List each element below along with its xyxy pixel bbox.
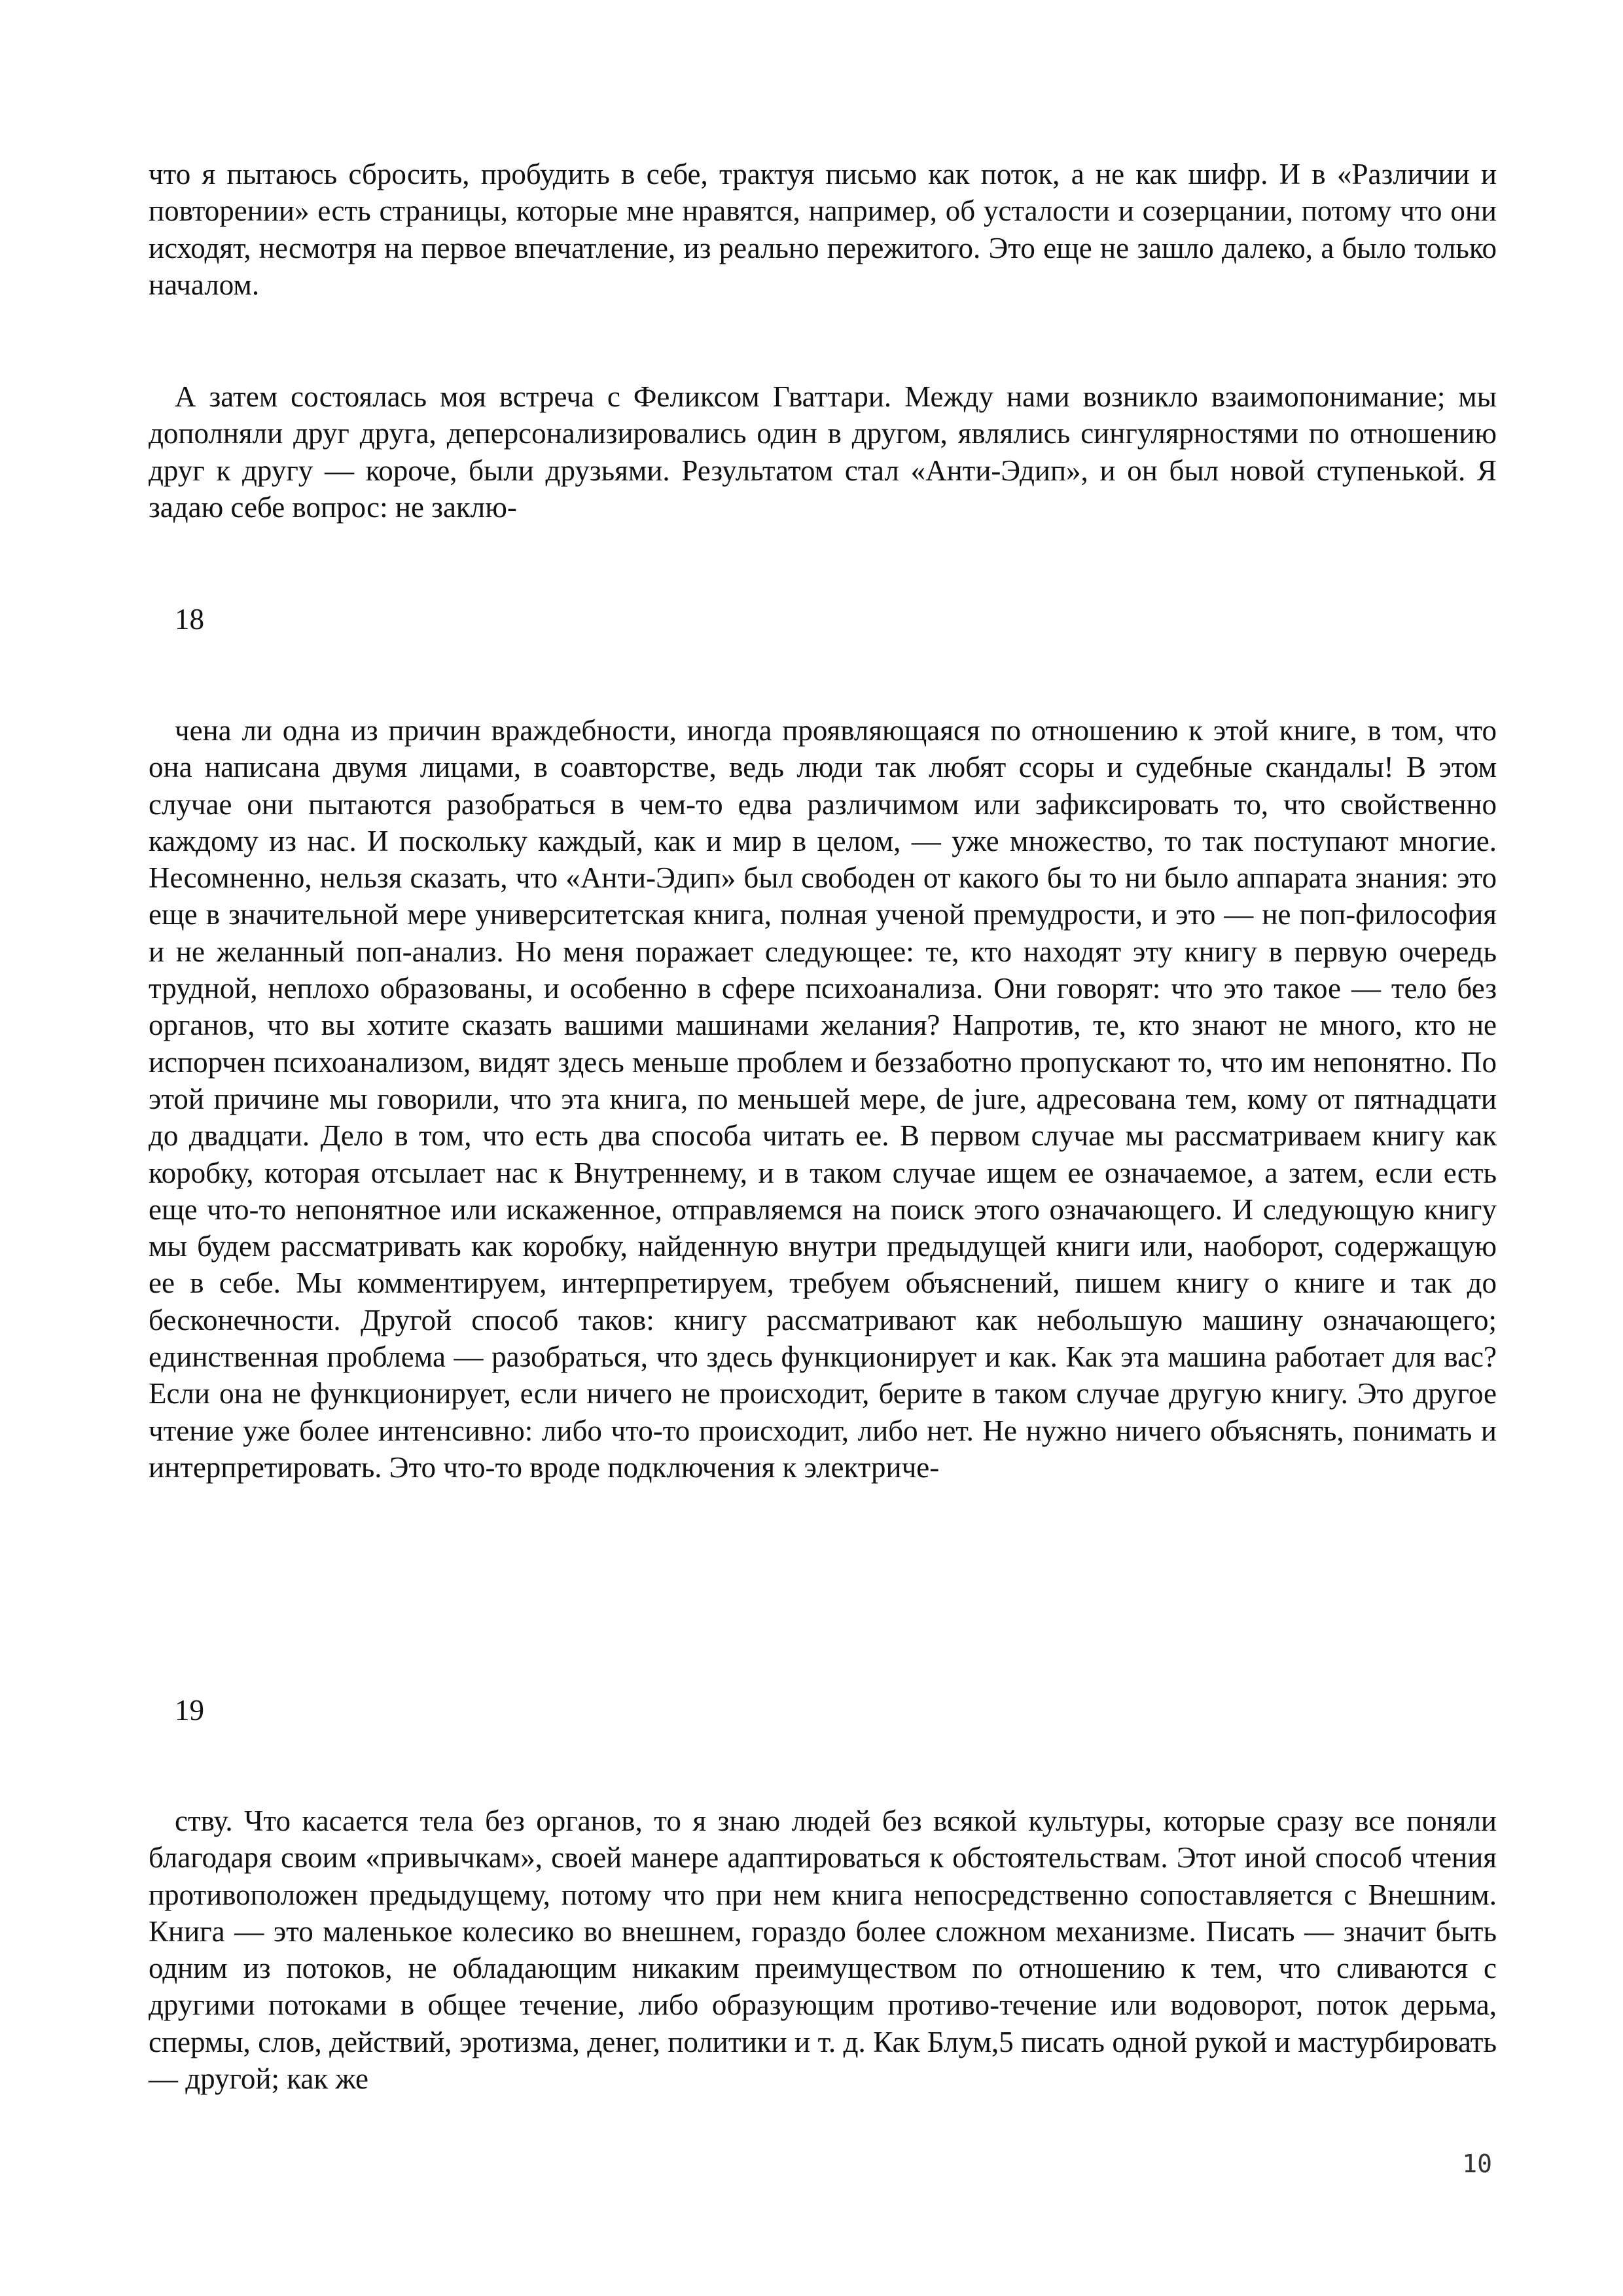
paragraph-2: А затем состоялась моя встреча с Феликсом Гваттари. Между нами возникло взаимопонимание; мы дополняли друг друга, деперсонализировались один в другом, являлись сингулярностями по отношению друг к другу — короче, были друзьями. Результатом стал «Анти-Эдип», и он был новой ступенькой. Я задаю себе вопрос: не заклю- (149, 380, 1497, 524)
embedded-page-number-18: 18 (175, 603, 204, 636)
embedded-page-number-19: 19 (175, 1694, 204, 1727)
paragraph-1: что я пытаюсь сбросить, пробудить в себе, трактуя письмо как поток, а не как шифр. И в «Различии и повторении» есть страницы, которые мне нравятся, например, об усталости и созерцании, потому что они исходят, несмотря на первое впечатление, из реально пережитого. Это еще не зашло далеко, а было только началом. (149, 158, 1497, 301)
paragraph-4: ству. Что касается тела без органов, то я знаю людей без всякой культуры, которые сразу все поняли благодаря своим «привычкам», своей манере адаптироваться к обстоятельствам. Этот иной способ чтения противоположен предыдущему, потому что при нем книга непосредственно сопоставляется с Внешним. Книга — это маленькое колесико во внешнем, гораздо более сложном механизме. Писать — значит быть одним из потоков, не обладающим никаким преимуществом по отношению к тем, что сливаются с другими потоками в общее течение, либо образующим противо-течение или водоворот, поток дерьма, спермы, слов, действий, эротизма, денег, политики и т. д. Как Блум,5 писать одной рукой и мастурбировать — другой; как же (149, 1804, 1497, 2096)
paragraph-3: чена ли одна из причин враждебности, иногда проявляющаяся по отношению к этой книге, в том, что она написана двумя лицами, в соавторстве, ведь люди так любят ссоры и судебные скандалы! В этом случае они пытаются разобраться в чем-то едва различимом или зафиксировать то, что свойственно каждому из нас. И поскольку каждый, как и мир в целом, — уже множество, то так поступают многие. Несомненно, нельзя сказать, что «Анти-Эдип» был свободен от какого бы то ни было аппарата знания: это еще в значительной мере университетская книга, полная ученой премудрости, и это — не поп-философия и не желанный поп-анализ. Но меня поражает следующее: те, кто находят эту книгу в первую очередь трудной, неплохо образованы, и особенно в сфере психоанализа. Они говорят: что это такое — тело без органов, что вы хотите сказать вашими машинами желания? Напротив, те, кто знают не много, кто не испорчен психоанализом, видят здесь меньше проблем и беззаботно пропускают то, что им непонятно. По этой причине мы говорили, что эта книга, по меньшей мере, de jure, адресована тем, кому от пятнадцати до двадцати. Дело в том, что есть два способа читать ее. В первом случае мы рассматриваем книгу как коробку, которая отсылает нас к Внутреннему, и в таком случае ищем ее означаемое, а затем, если есть еще что-то непонятное или искаженное, отправляемся на поиск этого означающего. И следующую книгу мы будем рассматривать как коробку, найденную внутри предыдущей книги или, наоборот, содержащую ее в себе. Мы комментируем, интерпретируем, требуем объяснений, пишем книгу о книге и так до бесконечности. Другой способ таков: книгу рассматривают как небольшую машину означающего; единственная проблема — разобраться, что здесь функционирует и как. Как эта машина работает для вас? Если она не функционирует, если ничего не происходит, берите в таком случае другую книгу. Это другое чтение уже более интенсивно: либо что-то происходит, либо нет. Не нужно ничего объяснять, понимать и интерпретировать. Это что-то вроде подключения к электриче- (149, 714, 1497, 1484)
footer-page-number: 10 (1462, 2149, 1492, 2178)
